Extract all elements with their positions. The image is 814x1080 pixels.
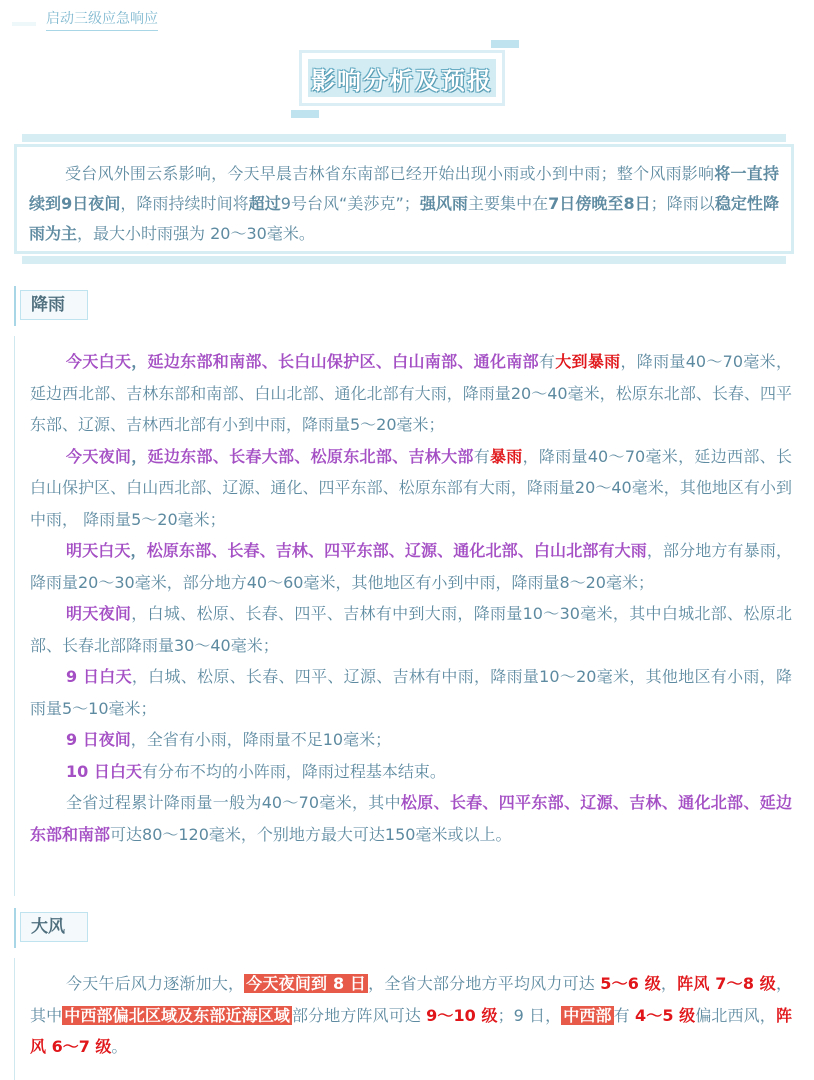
page-title: 影响分析及预报 [308,59,496,97]
intro-bar-bottom [22,256,786,264]
wind-level-highlight: 9～10 级 [426,1005,498,1025]
intro-text [14,144,794,254]
emphasis-text: ， [131,446,148,466]
section-heading-wind [14,908,92,948]
region-highlight: 松原东部、长春、吉林、四平东部、辽源、通化北部、白山北部有大雨 [146,541,647,560]
title-decoration-bottom [291,110,319,118]
time-highlight: 今天夜间到 8 日 [246,974,367,993]
rain-paragraph [30,535,792,598]
region-highlight: 9 日夜间 [66,730,131,749]
text-segment: 9号台风“美莎克”； [280,194,420,213]
text-segment: ，其中 [30,974,792,1025]
text-segment: 有 [538,352,556,371]
rain-paragraph [30,724,792,756]
emphasis-text: 7日傍晚至8日 [548,194,651,213]
text-segment: ；降雨以 [650,194,715,213]
region-highlight: 9 日白天 [66,667,132,686]
text-segment: ，白城、松原、长春、四平、吉林有中到大雨，降雨量10～30毫米，其中白城北部、松原北部、长春北部降雨量30～40毫米； [30,604,792,655]
time-highlight: 中西部 [563,1005,612,1025]
section-heading-rain [14,286,92,326]
rain-paragraph [30,441,792,536]
wind-forecast-text [30,968,792,1063]
text-segment: ，全省有小雨，降雨量不足10毫米； [130,730,392,749]
intro-bar-top [22,134,786,142]
region-highlight: 延边东部、长春大部、松原东北部、吉林大部 [147,446,474,466]
section-title-rain: 降雨 [20,290,88,320]
text-segment: ，降雨量40～70毫米，延边西部、长白山保护区、白山西北部、辽源、通化、四平东部、松原东部有大雨，降雨量20～40毫米，其他地区有小到中雨， 降雨量5～20毫米； [30,446,792,529]
text-segment: ，白城、松原、长春、四平、辽源、吉林有中雨，降雨量10～20毫米，其他地区有小雨，降雨量5～10毫米； [30,667,792,718]
severity-highlight: 暴雨 [490,446,523,466]
text-segment: ，降雨持续时间将 [120,194,249,213]
section-title-wind: 大风 [20,912,88,942]
rain-paragraph [30,598,792,661]
wind-section-line [14,958,15,1080]
region-highlight: 今天夜间 [66,446,132,466]
text-segment: 全省过程累计降雨量一般为40～70毫米，其中 [66,793,401,812]
emphasis-text: 将一直持续到9日夜间 [29,164,779,213]
rain-paragraph [30,756,792,788]
text-segment: ，全省大部分地方平均风力可达 [368,974,601,993]
section-marker [14,286,16,326]
text-segment: 主要集中在 [467,194,549,213]
text-segment: 偏北西风， [695,1005,776,1025]
time-highlight: 中西部偏北区域及东部近海区域 [64,1005,290,1025]
emphasis-text: ， [131,352,148,371]
region-highlight: 10 日白天 [66,761,142,781]
text-segment: 有 [473,446,490,466]
wind-paragraph [30,968,792,1063]
text-segment: 今天午后风力逐渐加大， [66,974,245,993]
text-segment: ，最大小时雨强为 20～30毫米。 [77,224,315,243]
severity-highlight: 大到暴雨 [555,352,621,371]
region-highlight: 今天白天 [66,352,132,371]
text-segment: 有分布不均的小阵雨，降雨过程基本结束。 [141,761,446,781]
text-segment: 部分地方阵风可达 [291,1005,427,1025]
text-segment: 有 [613,1005,635,1025]
wind-level-highlight: 4～5 级 [634,1005,696,1025]
text-segment: 受台风外围云系影响，今天早晨吉林省东南部已经开始出现小雨或小到中雨；整个风雨影响 [65,164,715,183]
title-frame [299,50,505,106]
emergency-response-link[interactable]: 启动三级应急响应 [46,8,158,31]
region-highlight: 明天白天 [66,541,131,560]
rain-paragraph [30,661,792,724]
emphasis-text: ， [130,541,147,560]
rain-forecast-text [30,346,792,850]
region-highlight: 延边东部和南部、长白山保护区、白山南部、通化南部 [147,352,539,371]
title-decoration-top [491,40,519,48]
section-marker [14,908,16,948]
emphasis-text: 稳定性降雨为主 [29,194,779,243]
region-highlight: 松原、长春、四平东部、辽源、吉林、通化北部、延边东部和南部 [30,793,792,844]
wind-level-highlight: 阵风 6～7 级 [30,1005,792,1056]
rain-section-line [14,336,15,896]
text-segment: ，降雨量40～70毫米，延边西北部、吉林东部和南部、白山北部、通化北部有大雨，降雨量20～40毫米，松原东北部、长春、四平东部、辽源、吉林西北部有小到中雨，降雨量5～20毫米； [30,352,792,434]
title-banner [291,40,523,122]
rain-paragraph [30,346,792,441]
emphasis-text: 强风雨 [419,194,468,213]
top-decoration [12,22,36,26]
text-segment: ；9 日， [497,1005,562,1025]
emphasis-text: 超过 [248,194,281,213]
text-segment: 可达80～120毫米，个别地方最大可达150毫米或以上。 [110,824,512,844]
wind-level-highlight: 5～6 级 [600,974,661,993]
region-highlight: 明天夜间 [66,604,132,623]
text-segment: 。 [111,1037,128,1056]
intro-paragraph [29,159,779,249]
text-segment: ， [660,974,678,993]
intro-panel [14,134,794,264]
wind-level-highlight: 阵风 7～8 级 [677,974,776,993]
rain-paragraph [30,787,792,850]
text-segment: ，部分地方有暴雨， 降雨量20～30毫米，部分地方40～60毫米，其他地区有小到中雨，降雨量8～20毫米； [30,541,792,592]
